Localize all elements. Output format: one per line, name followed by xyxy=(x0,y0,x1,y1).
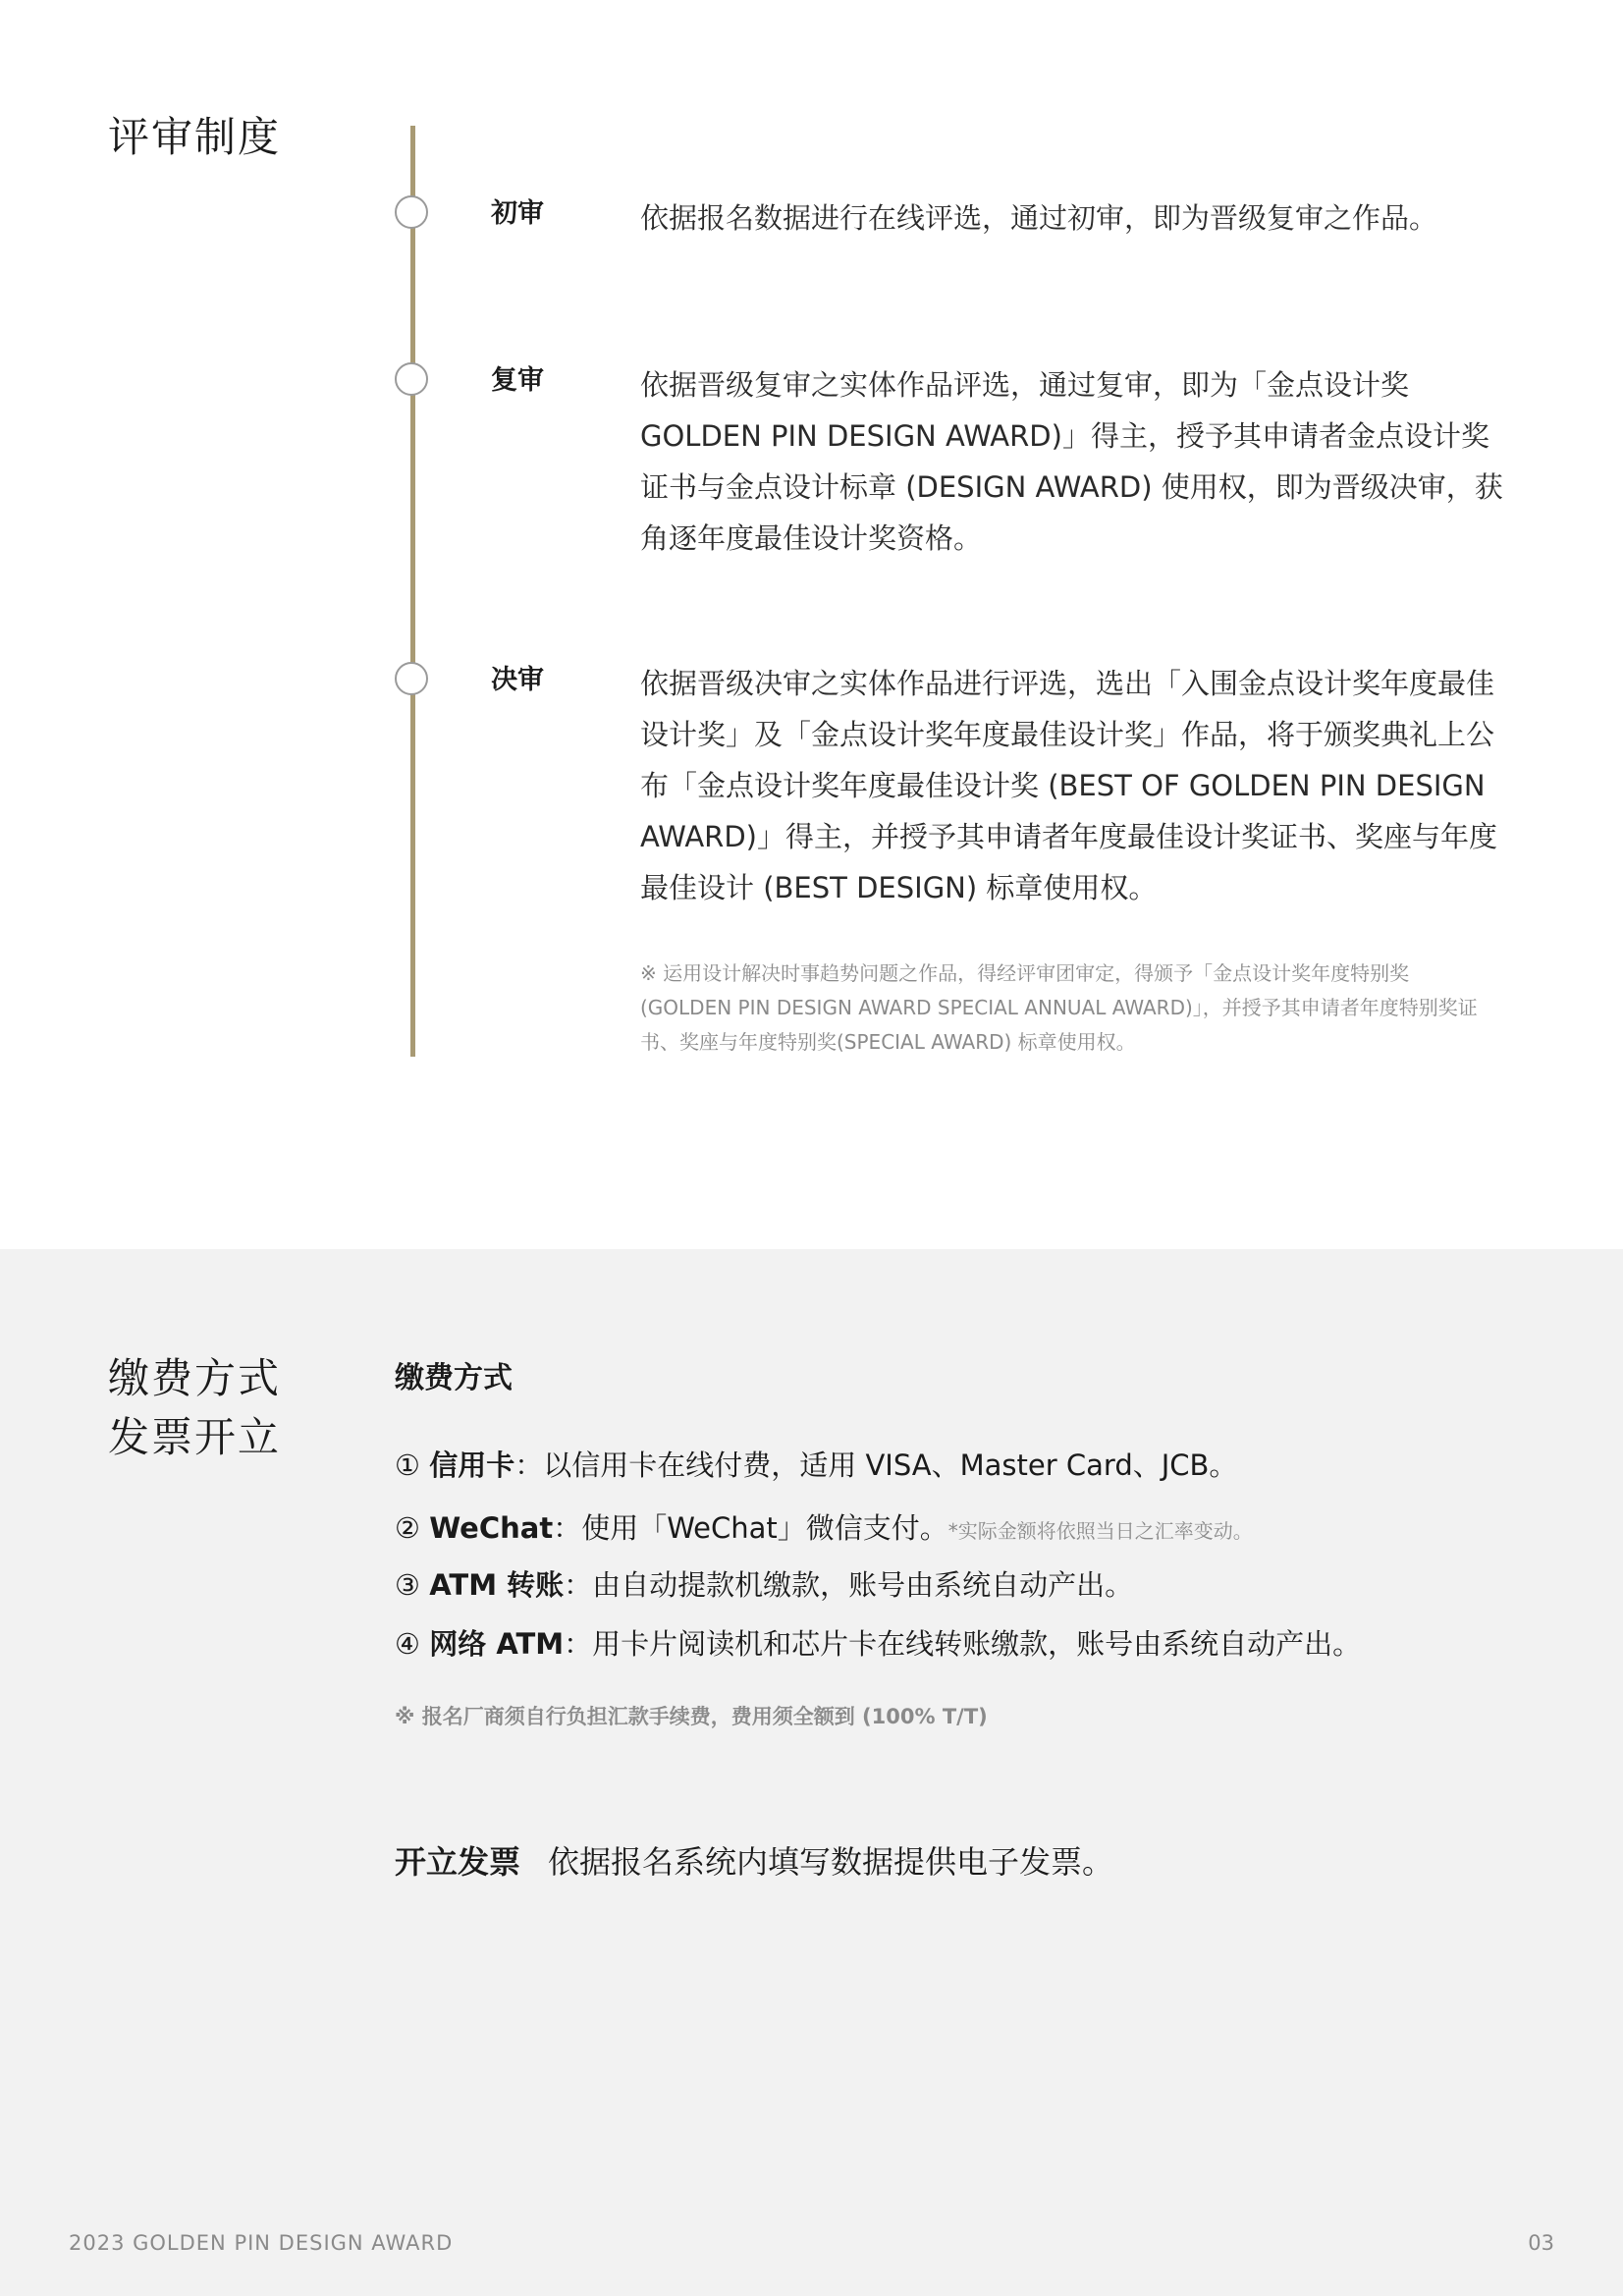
payment-subtitle: 缴费方式 xyxy=(395,1361,513,1395)
invoice-row xyxy=(395,1838,1113,1886)
timeline-line xyxy=(410,126,415,1057)
invoice-text: 依据报名系统内填写数据提供电子发票。 xyxy=(548,1843,1114,1881)
payment-item-wechat xyxy=(395,1504,1253,1555)
stage-label-final: 决审 xyxy=(491,665,544,695)
stage-description-second-round: 依据晋级复审之实体作品评选，通过复审，即为「金点设计奖 GOLDEN PIN DESIGN AWARD)」得主，授予其申请者金点设计奖证书与金点设计标章 (DESIGN AWARD) 使用权，即为晋级决审，获角逐年度最佳设计奖资格。 xyxy=(640,368,1503,555)
item-text: ：以信用卡在线付费，适用 VISA、Master Card、JCB。 xyxy=(514,1449,1238,1482)
timeline-node-1 xyxy=(395,195,428,229)
payment-item-credit-card xyxy=(395,1442,1237,1489)
stage-description-final: 依据晋级决审之实体作品进行评选，选出「入围金点设计奖年度最佳设计奖」及「金点设计奖年度最佳设计奖」作品，将于颁奖典礼上公布「金点设计奖年度最佳设计奖 (BEST OF GOLDEN PIN DESIGN AWARD)」得主，并授予其申请者年度最佳设计奖证书、奖座与年度最佳设计 (BEST DESIGN) 标章使用权。 xyxy=(640,667,1497,904)
stage-label-preliminary: 初审 xyxy=(491,198,544,229)
payment-item-atm-transfer xyxy=(395,1561,1133,1609)
stage-label-second-round: 复审 xyxy=(491,365,544,396)
page-number: 03 xyxy=(1528,2231,1554,2255)
timeline-node-2 xyxy=(395,362,428,396)
footer-title: 2023 GOLDEN PIN DESIGN AWARD xyxy=(69,2231,454,2255)
timeline-node-3 xyxy=(395,662,428,695)
item-number: ③ xyxy=(395,1568,420,1602)
invoice-label: 开立发票 xyxy=(395,1843,521,1881)
remittance-fee-note: ※ 报名厂商须自行负担汇款手续费，费用须全额到 (100% T/T) xyxy=(395,1705,988,1728)
stage-description-preliminary: 依据报名数据进行在线评选，通过初审，即为晋级复审之作品。 xyxy=(640,201,1438,235)
payment-section-title-line1: 缴费方式 xyxy=(108,1354,282,1402)
item-text: ：用卡片阅读机和芯片卡在线转账缴款，账号由系统自动产出。 xyxy=(564,1627,1362,1661)
item-number: ④ xyxy=(395,1627,420,1661)
payment-item-online-atm xyxy=(395,1620,1361,1667)
item-key: ATM 转账 xyxy=(429,1568,565,1602)
item-number: ② xyxy=(395,1511,420,1545)
special-award-note: ※ 运用设计解决时事趋势问题之作品，得经评审团审定，得颁予「金点设计奖年度特别奖 (GOLDEN PIN DESIGN AWARD SPECIAL ANNUAL AWARD)」，并授予其申请者年度特别奖证书、奖座与年度特别奖(SPECIAL AWARD) 标章使用权。 xyxy=(640,961,1478,1054)
item-text: ：由自动提款机缴款，账号由系统自动产出。 xyxy=(564,1568,1134,1602)
exchange-rate-note: *实际金额将依照当日之汇率变动。 xyxy=(947,1519,1253,1543)
review-section-title: 评审制度 xyxy=(108,113,282,161)
item-key: 网络 ATM xyxy=(429,1627,565,1661)
item-key: WeChat xyxy=(429,1511,554,1545)
invoice-section-title-line2: 发票开立 xyxy=(108,1413,282,1461)
item-key: 信用卡 xyxy=(429,1449,515,1482)
item-text: ：使用「WeChat」微信支付。 xyxy=(553,1511,948,1545)
item-number: ① xyxy=(395,1449,420,1482)
